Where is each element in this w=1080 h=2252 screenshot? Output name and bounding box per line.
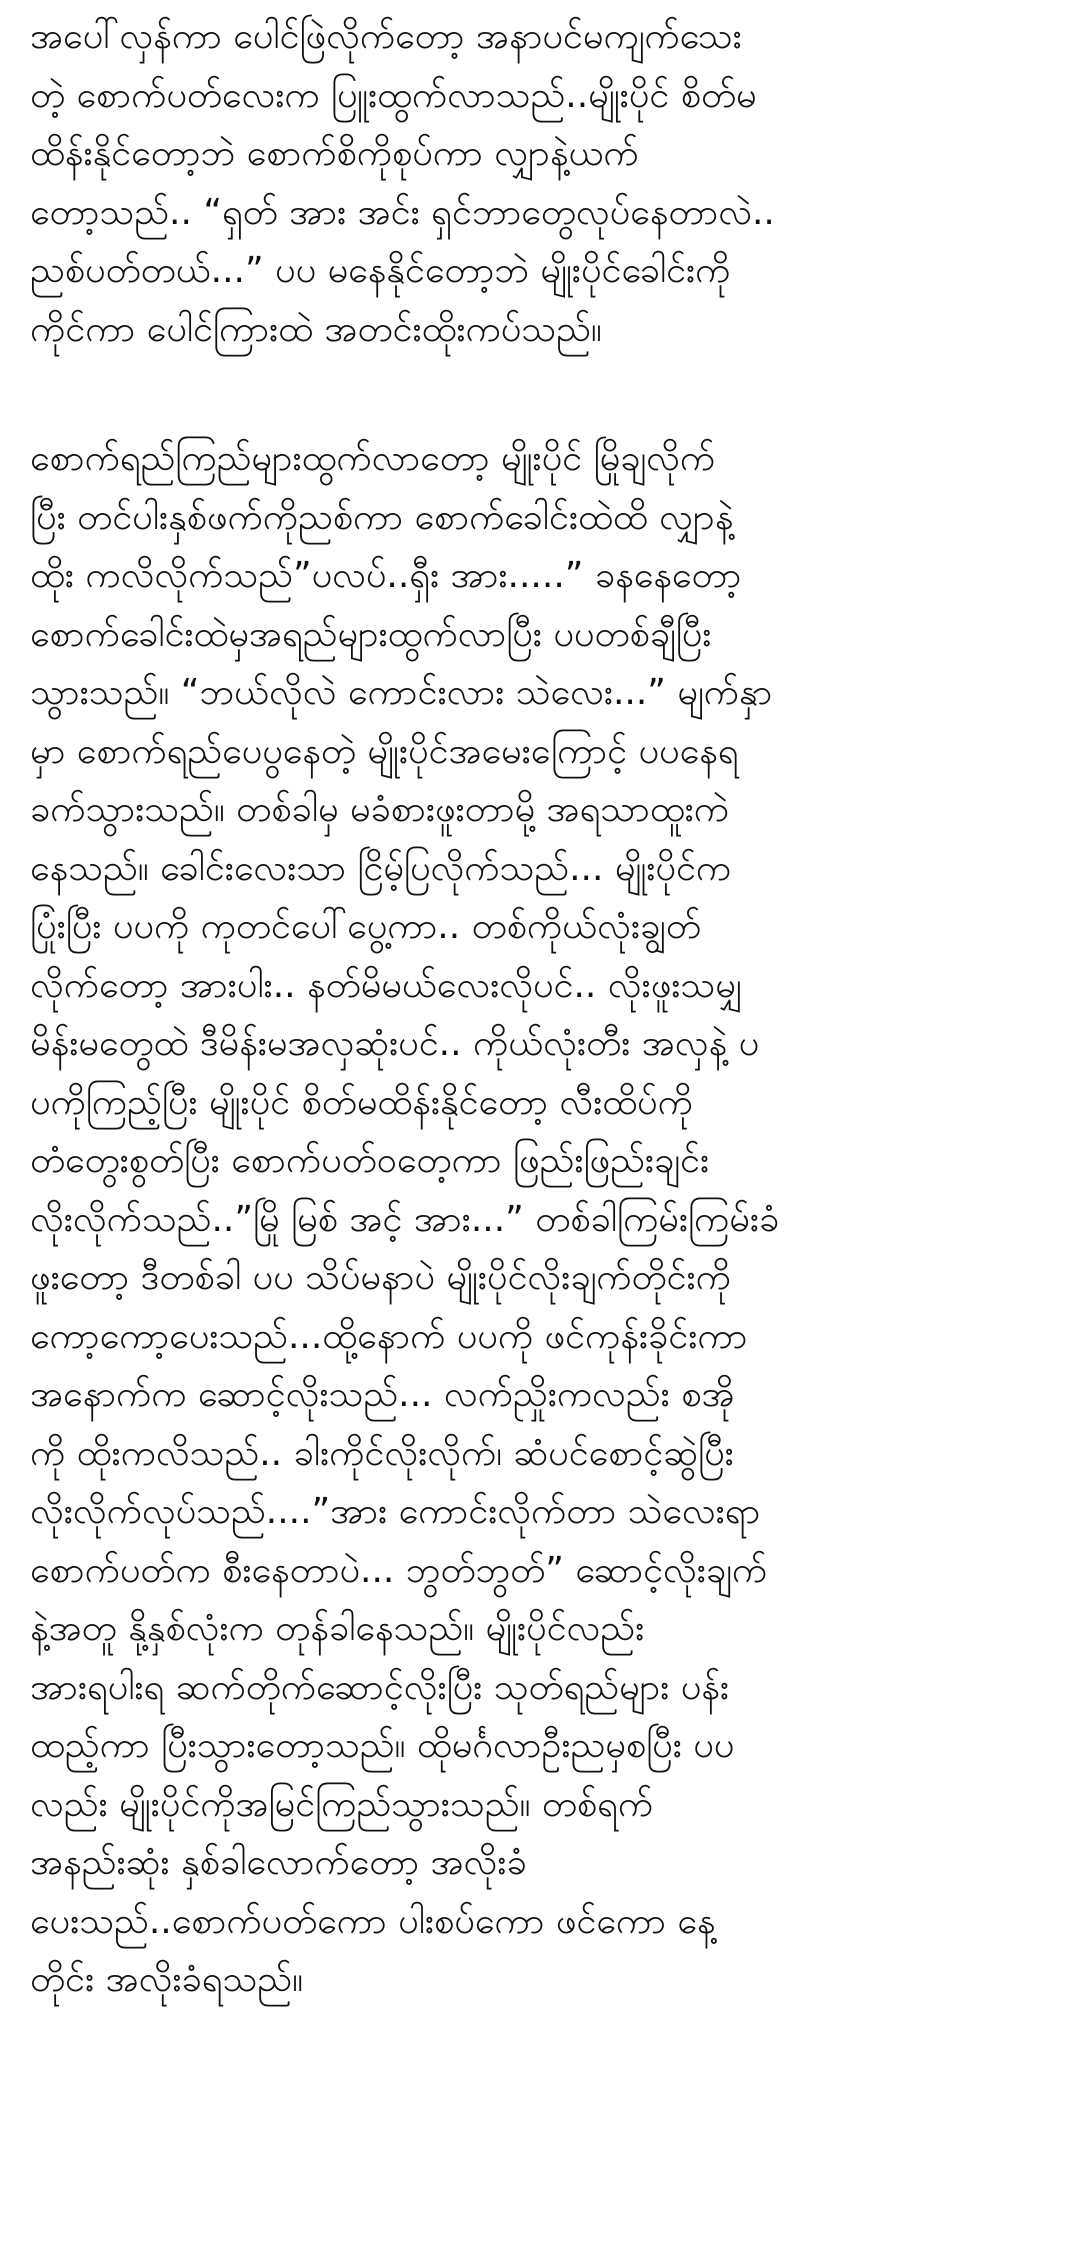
- text-line: ကို ထိုးကလိသည်.. ခါးကိုင်လိုးလိုက်၊ ဆံပင်စောင့်ဆွဲပြီး: [30, 1432, 734, 1474]
- text-line: ပြုံးပြီး ပပကို ကုတင်ပေါ်ပွေ့ကာ.. တစ်ကိုယ်လုံးချွတ်: [30, 906, 701, 947]
- paragraph-2: [30, 430, 1055, 2010]
- text-line: ပကိုကြည့်ပြီး မျိုးပိုင် စိတ်မထိန်းနိုင်တော့ လီးထိပ်ကို: [30, 1081, 693, 1123]
- text-line: တိုင်း အလိုးခံရသည်။: [30, 1959, 303, 2000]
- text-line: လိုးလိုက်သည်..”မြို မြစ် အင့် အား...” တစ်ခါကြမ်းကြမ်းခံ: [30, 1198, 780, 1240]
- text-line: လည်း မျိုးပိုင်ကိုအမြင်ကြည်သွားသည်။ တစ်ရက်: [30, 1783, 654, 1825]
- text-line: တံတွေးစွတ်ပြီး စောက်ပတ်ဝတေ့ကာ ဖြည်းဖြည်းချင်း: [30, 1140, 710, 1181]
- text-line: ပြီး တင်ပါးနှစ်ဖက်ကိုညစ်ကာ စောက်ခေါင်းထဲထိ လျှာနဲ့: [30, 496, 734, 538]
- text-line: ထိန်းနိုင်တော့ဘဲ စောက်စိကိုစုပ်ကာ လျှာနဲ့ယက်: [30, 133, 639, 174]
- text-line: အနည်းဆုံး နှစ်ခါလောက်တော့ အလိုးခံ: [30, 1842, 527, 1883]
- text-line: ပေးသည်..စောက်ပတ်ကော ပါးစပ်ကော ဖင်ကော နေ့: [30, 1900, 716, 1942]
- text-line: ဖူးတော့ ဒီတစ်ခါ ပပ သိပ်မနာပဲ မျိုးပိုင်လိုးချက်တိုင်းကို: [30, 1257, 731, 1298]
- text-line: တဲ့ စောက်ပတ်လေးက ပြူးထွက်လာသည်..မျိုးပိုင် စိတ်မ: [30, 74, 757, 116]
- text-line: တော့သည်.. “ရှတ် အား အင်း ရှင်ဘာတွေလုပ်နေတာလဲ..: [30, 191, 775, 233]
- text-line: ခက်သွားသည်။ တစ်ခါမှ မခံစားဖူးတာမို့ အရသာထူးကဲ: [30, 789, 730, 830]
- text-line: အားရပါးရ ဆက်တိုက်ဆောင့်လိုးပြီး သုတ်ရည်များ ပန်း: [30, 1666, 730, 1708]
- text-line: ထိုး ကလိလိုက်သည်”ပလပ်..ရှီး အား.....” ခနနေတော့: [30, 555, 742, 596]
- text-line: လိုးလိုက်လုပ်သည်....”အား ကောင်းလိုက်တာ သဲလေးရာ: [30, 1491, 761, 1532]
- text-line: သွားသည်။ “ဘယ်လိုလဲ ကောင်းလား သဲလေး...” မျက်နှာ: [30, 672, 773, 713]
- text-line: လိုက်တော့ အားပါး.. နတ်မိမယ်လေးလိုပင်.. လိုးဖူးသမျှ: [30, 964, 743, 1006]
- text-line: ညစ်ပတ်တယ်...” ပပ မနေနိုင်တော့ဘဲ မျိုးပိုင်ခေါင်းကို: [30, 250, 731, 291]
- text-line: ကိုင်ကာ ပေါင်ကြားထဲ အတင်းထိုးကပ်သည်။: [30, 308, 602, 350]
- text-line: မှာ စောက်ရည်ပေပွနေတဲ့ မျိုးပိုင်အမေးကြောင့် ပပနေရ: [30, 730, 739, 772]
- paragraph-1: [30, 8, 1055, 359]
- text-line: အပေါ်လှန်ကာ ပေါင်ဖြဲလိုက်တော့ အနာပင်မကျက်သေး: [30, 16, 742, 57]
- text-line: ထည့်ကာ ပြီးသွားတော့သည်။ ထိုမင်္ဂလာဦးညမှစပြီး ပပ: [30, 1725, 735, 1766]
- text-line: စောက်ခေါင်းထဲမှအရည်များထွက်လာပြီး ပပတစ်ချီပြီး: [30, 613, 712, 655]
- text-line: စောက်ပတ်က စီးနေတာပဲ... ဘွတ်ဘွတ်” ဆောင့်လိုးချက်: [30, 1549, 768, 1591]
- text-line: အနောက်က ဆောင့်လိုးသည်... လက်ညှိုးကလည်း စအို: [30, 1374, 735, 1415]
- text-line: စောက်ရည်ကြည်များထွက်လာတော့ မျိုးပိုင် မြိုချလိုက်: [30, 438, 716, 479]
- text-line: ကော့ကော့ပေးသည်...ထို့နောက် ပပကို ဖင်ကုန်းခိုင်းကာ: [30, 1315, 748, 1357]
- text-line: နဲ့အတူ နို့နှစ်လုံးက တုန်ခါနေသည်။ မျိုးပိုင်လည်း: [30, 1608, 645, 1649]
- text-line: နေသည်။ ခေါင်းလေးသာ ငြိမ့်ပြလိုက်သည်... မျိုးပိုင်က: [30, 847, 732, 889]
- text-line: မိန်းမတွေထဲ ဒီမိန်းမအလှဆုံးပင်.. ကိုယ်လုံးတီး အလှနဲ့ ပ: [30, 1023, 760, 1064]
